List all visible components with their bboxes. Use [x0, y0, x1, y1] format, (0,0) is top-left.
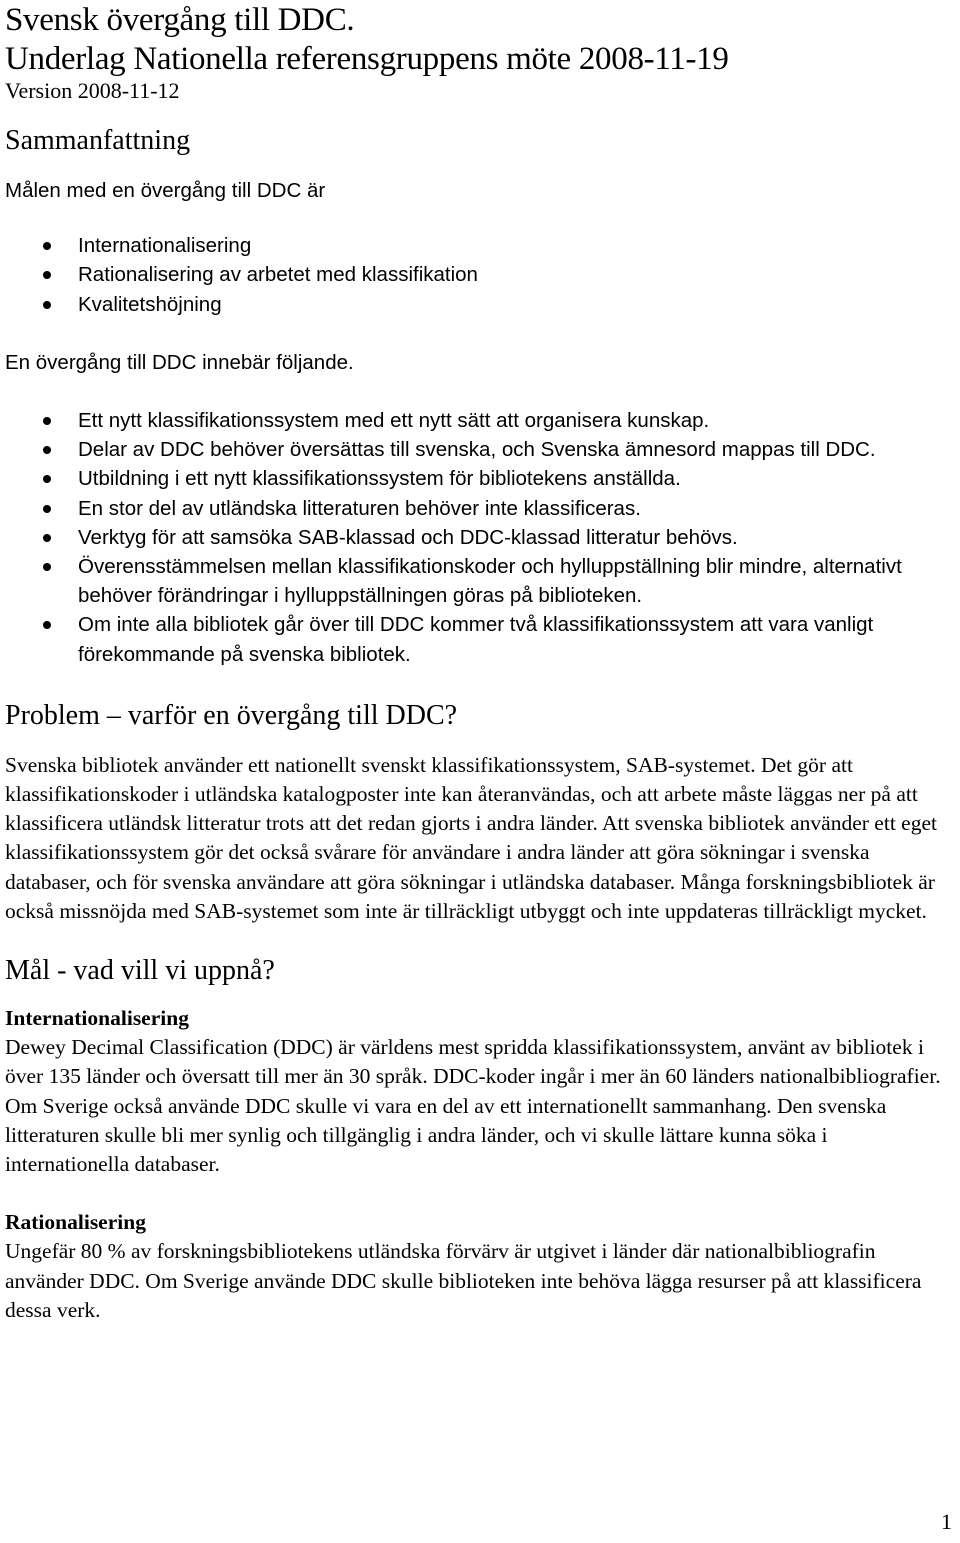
list-item: Kvalitetshöjning	[5, 290, 957, 319]
list-item: Om inte alla bibliotek går över till DDC kommer två klassifikationssystem att vara vanligt förekommande på svenska bibliotek.	[5, 610, 957, 668]
list-item: Verktyg för att samsöka SAB-klassad och DDC-klassad litteratur behövs.	[5, 523, 957, 552]
summary-intro: Målen med en övergång till DDC är	[5, 179, 326, 202]
consequences-intro: En övergång till DDC innebär följande.	[5, 350, 354, 374]
list-item: Utbildning i ett nytt klassifikationssystem för bibliotekens anställda.	[5, 464, 957, 493]
rationalisering-text: Ungefär 80 % av forskningsbibliotekens utländska förvärv är utgivet i länder där nationalbibliografin använder DDC. Om Sverige använde DDC skulle biblioteken inte behöva lägga resurser på att klassificera dessa verk.	[5, 1239, 922, 1322]
bullet-icon	[43, 417, 51, 425]
document-title: Svensk övergång till DDC.	[5, 2, 355, 38]
bullet-icon	[43, 301, 51, 309]
summary-heading: Sammanfattning	[5, 125, 191, 156]
consequences-list	[5, 406, 957, 669]
bullet-icon	[43, 446, 51, 454]
list-item: Internationalisering	[5, 231, 957, 260]
page-number: 1	[941, 1509, 952, 1534]
list-item: En stor del av utländska litteraturen behöver inte klassificeras.	[5, 494, 957, 523]
problem-heading: Problem – varför en övergång till DDC?	[5, 699, 458, 731]
document-version: Version 2008-11-12	[5, 78, 180, 103]
list-item: Rationalisering av arbetet med klassifikation	[5, 260, 957, 289]
bullet-icon	[43, 271, 51, 279]
list-item: Delar av DDC behöver översättas till svenska, och Svenska ämnesord mappas till DDC.	[5, 435, 957, 464]
goals-list	[5, 231, 957, 319]
bullet-icon	[43, 475, 51, 483]
bullet-icon	[43, 505, 51, 513]
bullet-icon	[43, 534, 51, 542]
document-subtitle: Underlag Nationella referensgruppens möte 2008-11-19	[5, 41, 729, 77]
bullet-icon	[43, 563, 51, 571]
problem-text: Svenska bibliotek använder ett nationellt svenskt klassifikationssystem, SAB-systemet. Det gör att klassifikationskoder i utländska katalogposter inte kan återanvändas, och att arbete måste läggas ner på att klassificera utländsk litteratur trots att det redan gjorts i andra länder. Att svenska bibliotek använder ett eget klassifikationssystem gör det också svårare för användare i andra länder att göra sökningar i svenska databaser, och för svenska användare att göra sökningar i utländska databaser. Många forskningsbibliotek är också missnöjda med SAB-systemet som inte är tillräckligt utbyggt och inte uppdateras tillräckligt mycket.	[5, 752, 937, 923]
goals-heading: Mål - vad vill vi uppnå?	[5, 955, 275, 987]
rationalisering-heading: Rationalisering	[5, 1210, 146, 1235]
document-page	[5, 0, 957, 1325]
list-item: Överensstämmelsen mellan klassifikationskoder och hylluppställning blir mindre, alternativt behöver förändringar i hylluppställningen göras på biblioteken.	[5, 552, 957, 610]
internationalisering-heading: Internationalisering	[5, 1006, 189, 1031]
bullet-icon	[43, 621, 51, 629]
bullet-icon	[43, 242, 51, 250]
list-item: Ett nytt klassifikationssystem med ett nytt sätt att organisera kunskap.	[5, 406, 957, 435]
internationalisering-text: Dewey Decimal Classification (DDC) är världens mest spridda klassifikationssystem, använt av bibliotek i över 135 länder och översatt till mer än 30 språk. DDC-koder ingår i mer än 60 länders nationalbibliografier. Om Sverige också använde DDC skulle vi vara en del av ett internationellt sammanhang. Den svenska litteraturen skulle bli mer synlig och tillgänglig i andra länder, och vi skulle lättare kunna söka i internationella databaser.	[5, 1035, 941, 1177]
